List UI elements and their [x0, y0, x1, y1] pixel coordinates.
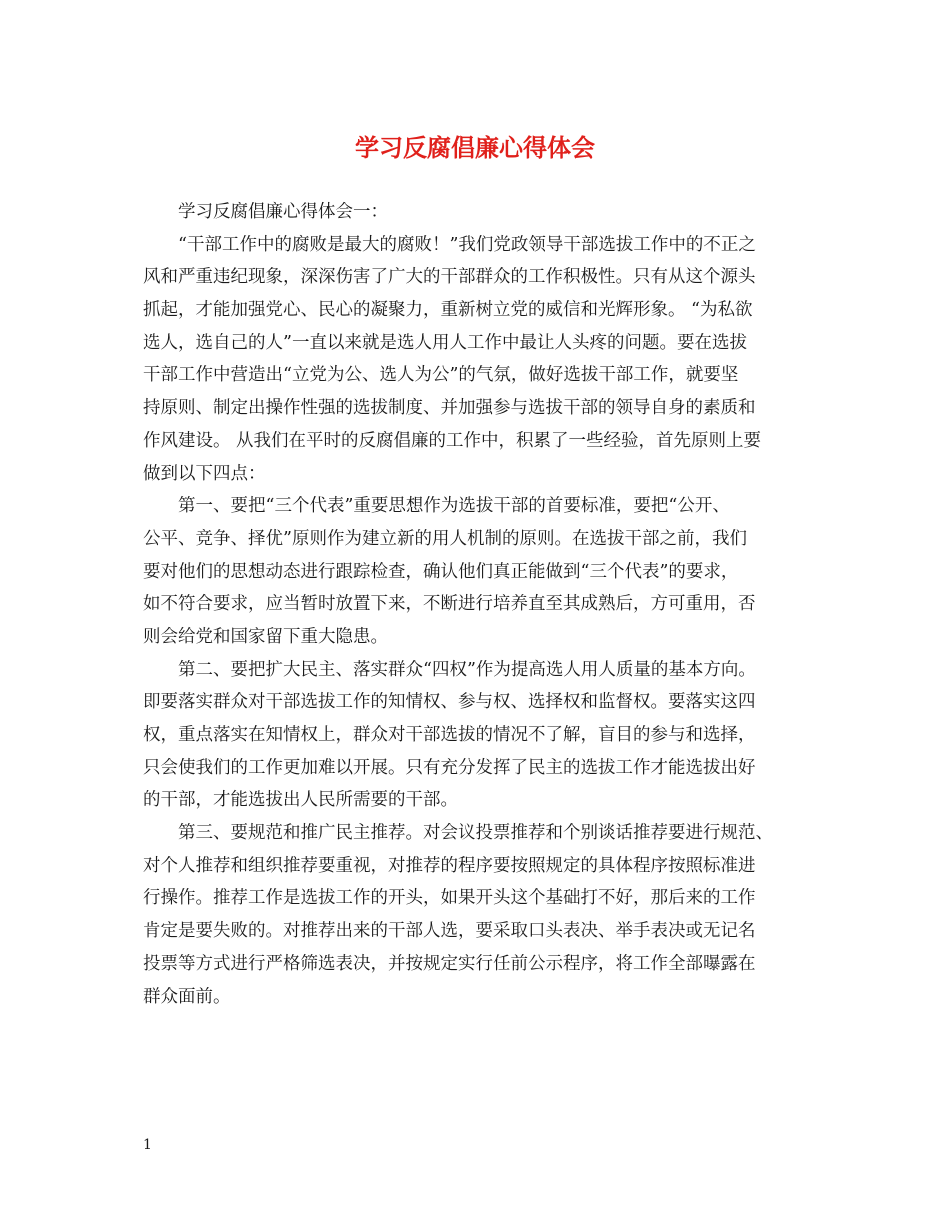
paragraph-line: 的干部，才能选拔出人民所需要的干部。 — [143, 790, 458, 811]
paragraph-line: 做到以下四点： — [143, 463, 266, 484]
paragraph-line: 风和严重违纪现象，深深伤害了广大的干部群众的工作积极性。只有从这个源头 — [143, 267, 756, 288]
paragraph-line: 群众面前。 — [143, 986, 231, 1007]
paragraph-line: 持原则、制定出操作性强的选拔制度、并加强参与选拔干部的领导自身的素质和 — [143, 398, 756, 419]
document-title: 学习反腐倡廉心得体会 — [355, 133, 595, 162]
paragraph-line: 只会使我们的工作更加难以开展。只有充分发挥了民主的选拔工作才能选拔出好 — [143, 757, 756, 778]
paragraph-line: 肯定是要失败的。对推荐出来的干部人选，要采取口头表决、举手表决或无记名 — [143, 921, 756, 942]
document-body — [143, 196, 833, 1013]
paragraph-line: 投票等方式进行严格筛选表决，并按规定实行任前公示程序，将工作全部曝露在 — [143, 953, 756, 974]
paragraph-line: 第二、要把扩大民主、落实群众“四权”作为提高选人用人质量的基本方向。 — [178, 659, 756, 680]
paragraph-line: 要对他们的思想动态进行跟踪检查，确认他们真正能做到“三个代表”的要求， — [143, 561, 739, 582]
paragraph-line: 对个人推荐和组织推荐要重视，对推荐的程序要按照规定的具体程序按照标准进 — [143, 855, 756, 876]
paragraph-line: 则会给党和国家留下重大隐患。 — [143, 626, 388, 647]
page-number: 1 — [143, 1137, 152, 1153]
paragraph-line: 行操作。推荐工作是选拔工作的开头，如果开头这个基础打不好，那后来的工作 — [143, 888, 756, 909]
paragraph-line: 选人，选自己的人”一直以来就是选人用人工作中最让人头疼的问题。要在选拔 — [143, 332, 747, 353]
paragraph-line: 公平、竞争、择优”原则作为建立新的用人机制的原则。在选拔干部之前，我们 — [143, 528, 747, 549]
section-heading: 学习反腐倡廉心得体会一： — [178, 202, 388, 222]
paragraph-line: 抓起，才能加强党心、民心的凝聚力，重新树立党的威信和光辉形象。 “为私欲 — [143, 300, 753, 321]
paragraph-line: “干部工作中的腐败是最大的腐败！”我们党政领导干部选拔工作中的不正之 — [178, 234, 756, 255]
paragraph-line: 第一、要把“三个代表”重要思想作为选拔干部的首要标准，要把“公开、 — [178, 496, 730, 517]
paragraph-line: 第三、要规范和推广民主推荐。对会议投票推荐和个别谈话推荐要进行规范、 — [178, 823, 773, 844]
paragraph-line: 权，重点落实在知情权上，群众对干部选拔的情况不了解，盲目的参与和选择， — [143, 725, 756, 745]
paragraph-line: 如不符合要求，应当暂时放置下来，不断进行培养直至其成熟后，方可重用，否 — [143, 594, 756, 615]
paragraph-line: 即要落实群众对干部选拔工作的知情权、参与权、选择权和监督权。要落实这四 — [143, 692, 756, 713]
paragraph-line: 作风建设。 从我们在平时的反腐倡廉的工作中，积累了一些经验，首先原则上要 — [143, 430, 762, 451]
paragraph-line: 干部工作中营造出“立党为公、选人为公”的气氛，做好选拔干部工作，就要坚 — [143, 365, 739, 386]
